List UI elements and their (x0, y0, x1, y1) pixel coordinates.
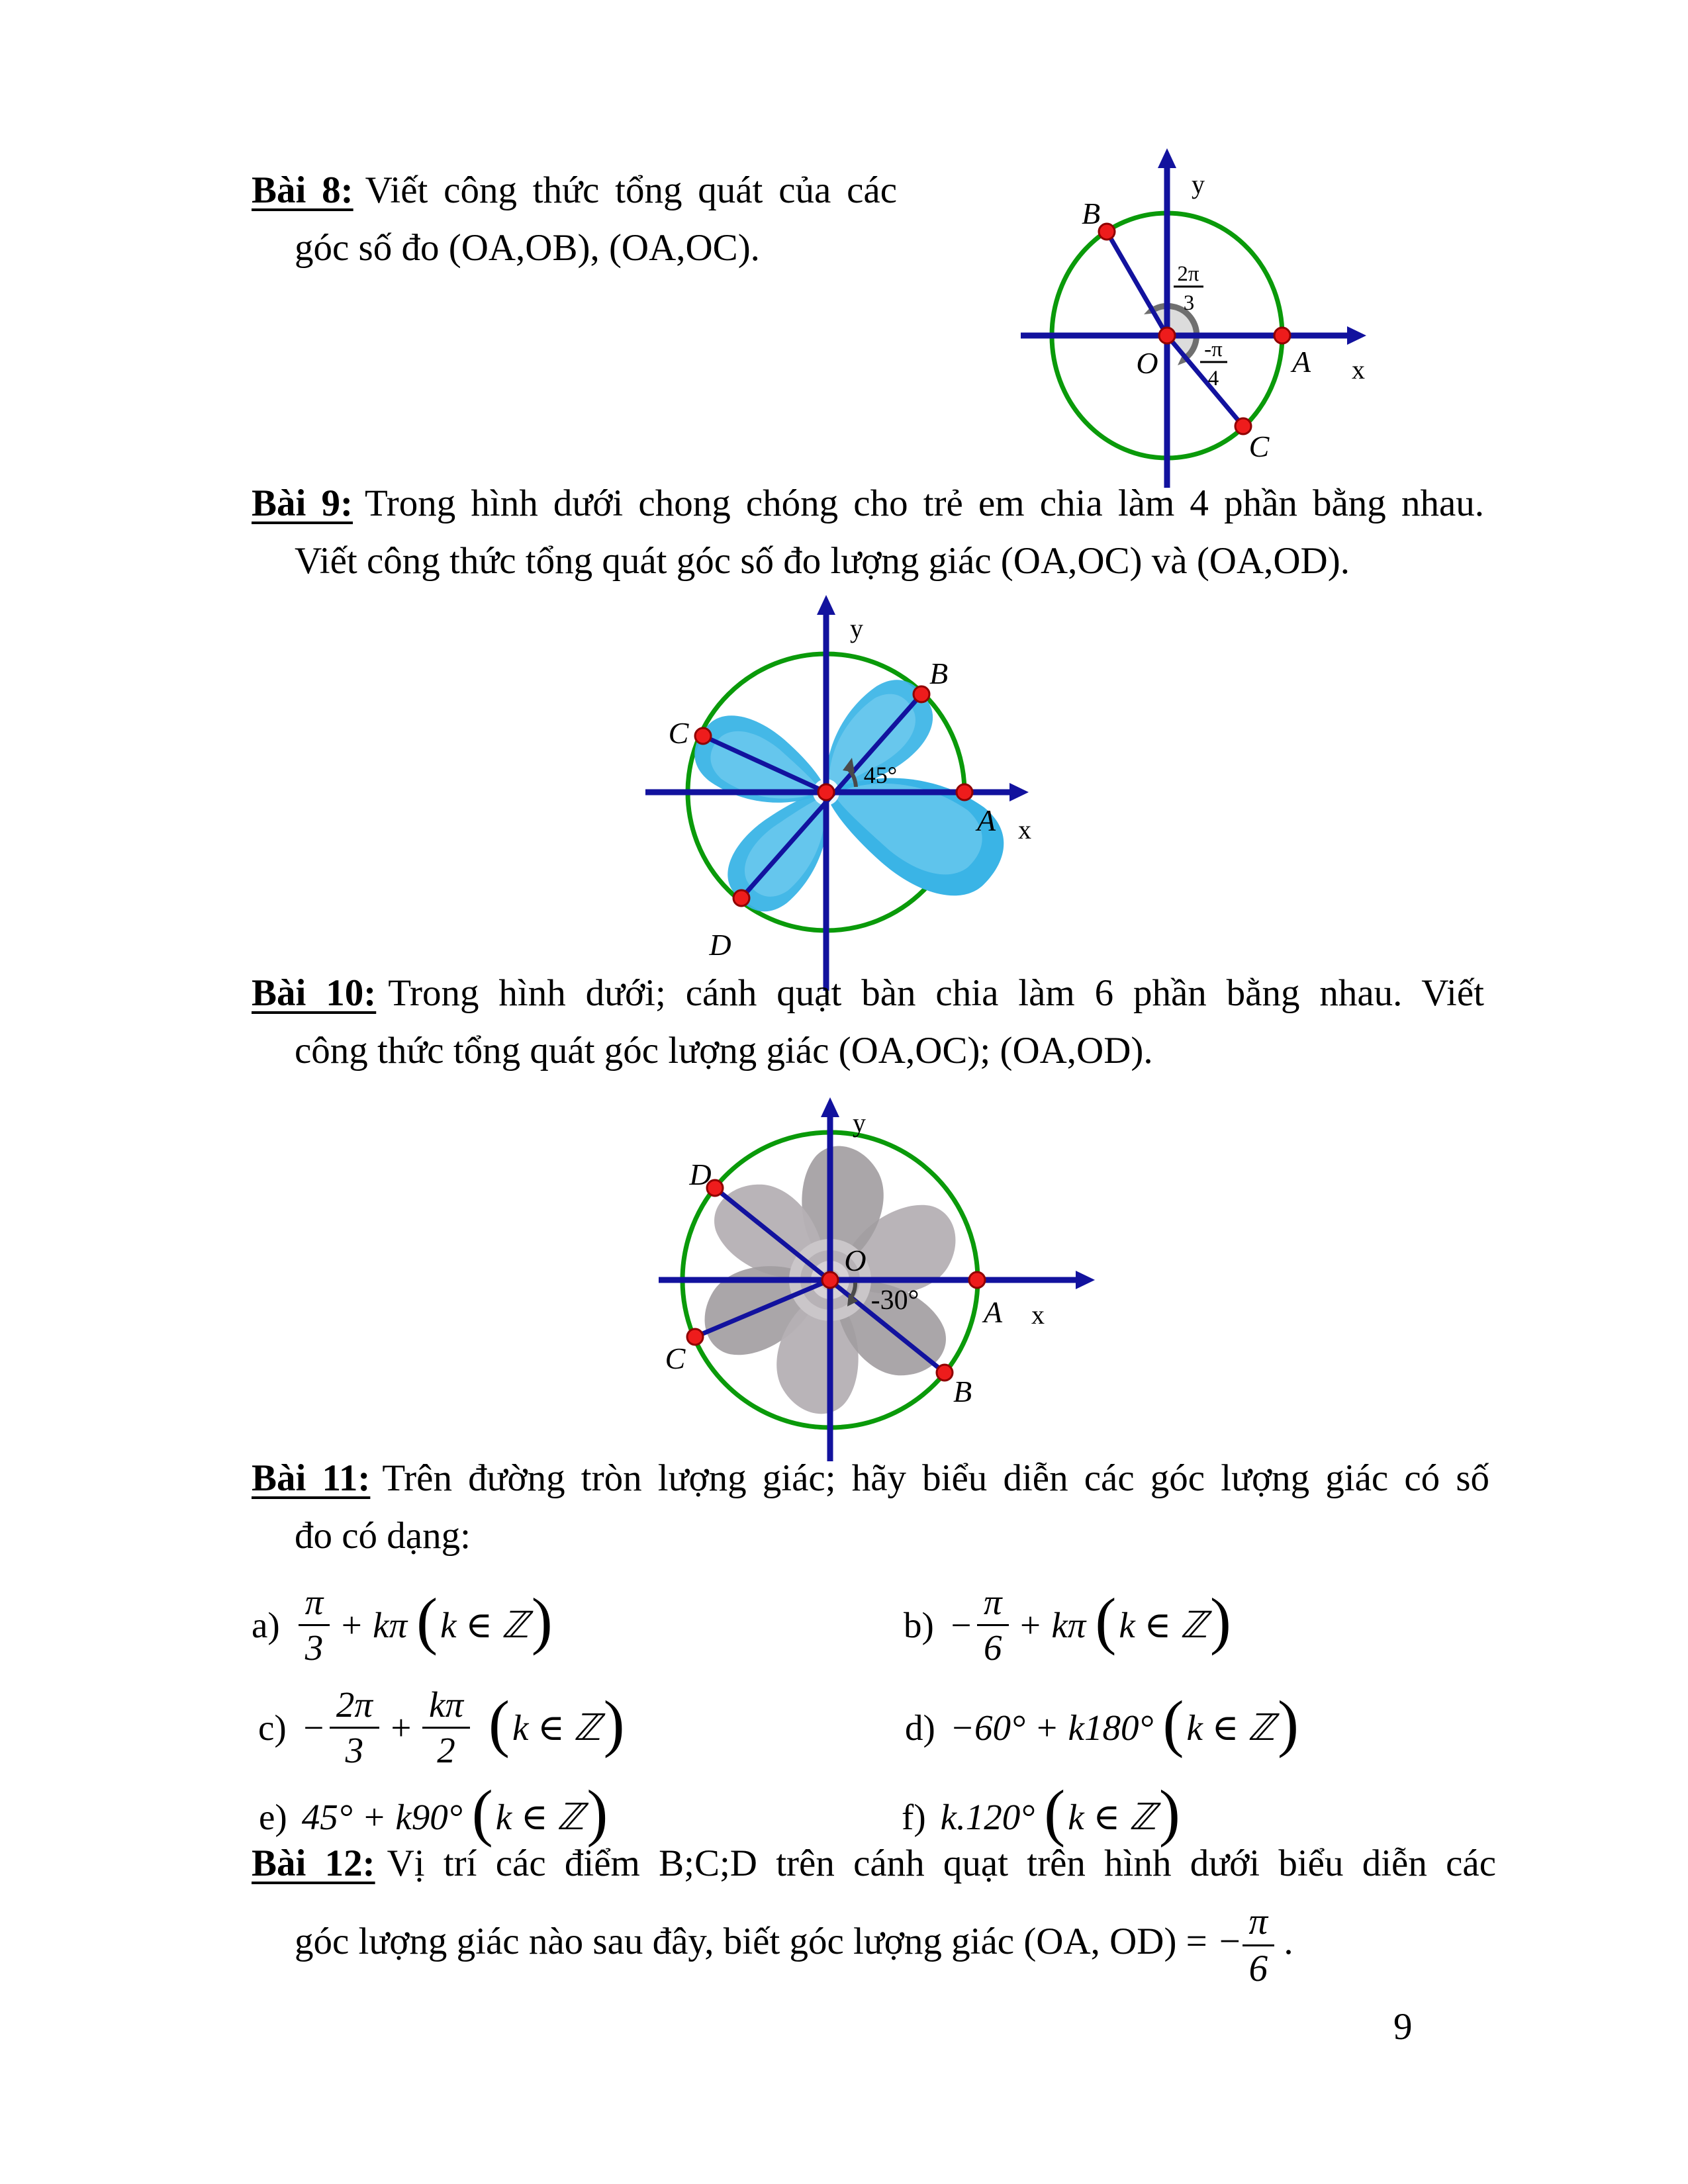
formula-c-sign: − (301, 1707, 326, 1748)
bai-10-label: Bài 10: (252, 972, 377, 1014)
formula-d: d) −60° + k180° ( k ∈ ℤ ) (905, 1688, 1299, 1758)
bai-8-line-2: góc số đo (OA,OB), (OA,OC). (295, 227, 760, 269)
x-axis-arrow-icon (1009, 783, 1029, 801)
bai-8-label: Bài 8: (252, 169, 353, 211)
page-number: 9 (1393, 2006, 1413, 2048)
bai-9-label: Bài 9: (252, 482, 353, 524)
formula-c-domain: k ∈ ℤ (512, 1707, 601, 1748)
bai-10-text-1: Trong hình dưới; cánh quạt bàn chia làm 6 phần bằng nhau. Viết (388, 972, 1484, 1014)
point-B-dot (1099, 224, 1115, 240)
paragraph-bai-9 (252, 475, 1484, 590)
x-axis-label: x (1018, 815, 1031, 844)
formula-f-domain: k ∈ ℤ (1068, 1797, 1156, 1837)
bai-9-line-1 (252, 475, 1484, 532)
formula-e-expression: 45° + k90° (301, 1796, 463, 1837)
bai-11-line-1 (252, 1449, 1489, 1507)
y-axis-label: y (850, 614, 863, 643)
angle-label-2pi3-num: 2π (1177, 262, 1199, 286)
diagram-bai-10 (622, 1085, 1112, 1469)
label-A: A (983, 1295, 1003, 1329)
bai-12-label: Bài 12: (252, 1843, 375, 1884)
label-B: B (953, 1375, 972, 1408)
paragraph-bai-11 (252, 1449, 1489, 1565)
bai-11-line-2: đo có dạng: (295, 1515, 471, 1557)
bai-8-text-1: Viết công thức tổng quát của các (365, 169, 898, 211)
bai-12-text-2: góc lượng giác nào sau đây, biết góc lượng giác (OA, OD) = (295, 1921, 1217, 1963)
formula-a-label: a) (252, 1604, 280, 1645)
formula-b-sign: − (948, 1604, 973, 1645)
angle-label-mpi4-den: 4 (1207, 367, 1219, 390)
point-O-dot (818, 784, 834, 800)
point-A-dot (969, 1272, 985, 1288)
label-C: C (668, 716, 689, 750)
paragraph-bai-10 (252, 964, 1484, 1079)
label-A: A (976, 803, 996, 837)
formula-row-1 (0, 1578, 1688, 1671)
y-axis-arrow-icon (817, 595, 835, 615)
bai-8-line-1 (252, 161, 897, 219)
formula-b-middle: + kπ (1017, 1604, 1086, 1645)
formula-c-fraction-2: $\frac{k\pi}{2}$ (422, 1685, 470, 1770)
formula-f-label: f) (902, 1796, 926, 1837)
segment-OB (1107, 232, 1167, 336)
bai-11-text-1: Trên đường tròn lượng giác; hãy biểu diễn các góc lượng giác có số (382, 1457, 1489, 1499)
paragraph-bai-8 (252, 161, 897, 277)
diagram-bai-8 (1013, 132, 1383, 516)
bai-12-line-1 (252, 1835, 1496, 1892)
formula-c-fraction-1: $\frac{2\pi}{3}$ (330, 1685, 379, 1770)
formula-d-label: d) (905, 1707, 935, 1748)
formula-e-domain: k ∈ ℤ (495, 1797, 585, 1837)
angle-45-label: 45° (863, 762, 898, 788)
point-B-dot (937, 1365, 953, 1381)
bai-12-line-2 (252, 1901, 1496, 1989)
bai-9-line-2: Viết công thức tổng quát góc số đo lượng giác (OA,OC) và (OA,OD). (295, 540, 1350, 582)
point-A-dot (957, 784, 972, 800)
diagram-bai-9 (622, 579, 1046, 996)
bai-10-line-2: công thức tổng quát góc lượng giác (OA,OC); (OA,OD). (295, 1030, 1153, 1071)
point-O-dot (1159, 328, 1175, 343)
label-O: O (844, 1244, 867, 1277)
angle-label-2pi3-den: 3 (1183, 291, 1195, 315)
formula-b-label: b) (904, 1604, 934, 1645)
point-A-dot (1274, 328, 1290, 343)
bai-12-minus: − (1217, 1921, 1243, 1963)
formula-c-plus: + (388, 1707, 414, 1748)
angle-label-mpi4-num: -π (1204, 338, 1223, 361)
formula-c: c) − $\frac{2\pi}{3}$ + $\frac{k\pi}{2}$ ( k ∈ ℤ ) (258, 1684, 625, 1770)
formula-b-domain: k ∈ ℤ (1119, 1605, 1207, 1645)
formula-c-label: c) (258, 1707, 287, 1748)
formula-b-fraction: $\frac{\pi}{6}$ (977, 1582, 1009, 1667)
formula-e-label: e) (259, 1796, 287, 1837)
label-B: B (1081, 197, 1101, 230)
formula-b: b) − $\frac{\pi}{6}$ + kπ ( k ∈ ℤ ) (904, 1582, 1231, 1668)
point-C-dot (695, 728, 711, 744)
formula-a-middle: + kπ (339, 1604, 408, 1645)
x-axis-label: x (1031, 1300, 1045, 1330)
y-axis-label: y (1192, 169, 1205, 199)
label-D: D (709, 928, 731, 962)
bai-12-fraction: $\frac{\pi}{6}$ (1243, 1901, 1275, 1989)
label-A: A (1291, 345, 1311, 379)
formula-f-expression: k.120° (940, 1796, 1035, 1837)
label-C: C (1248, 430, 1270, 463)
point-B-dot (914, 686, 929, 702)
x-axis-label: x (1352, 355, 1365, 385)
formula-d-expression: −60° + k180° (949, 1707, 1154, 1748)
point-D-dot (733, 890, 749, 906)
formula-a-domain: k ∈ ℤ (440, 1605, 529, 1645)
label-D: D (689, 1158, 712, 1191)
angle-m30-label: -30° (870, 1285, 919, 1316)
point-O-dot (822, 1272, 838, 1288)
formula-f: f) k.120° ( k ∈ ℤ ) (902, 1777, 1180, 1848)
formula-d-domain: k ∈ ℤ (1186, 1707, 1276, 1748)
x-axis-arrow-icon (1076, 1271, 1095, 1289)
bai-12-text-1: Vị trí các điểm B;C;D trên cánh quạt trên hình dưới biểu diễn các (387, 1843, 1497, 1884)
formula-e: e) 45° + k90° ( k ∈ ℤ ) (259, 1777, 608, 1848)
point-C-dot (687, 1329, 703, 1345)
label-O: O (1136, 346, 1158, 380)
formula-a: a) $\frac{\pi}{3}$ + kπ ( k ∈ ℤ ) (252, 1582, 553, 1668)
y-axis-label: y (853, 1108, 866, 1138)
formula-a-fraction: $\frac{\pi}{3}$ (299, 1582, 330, 1667)
paragraph-bai-12 (252, 1835, 1496, 1989)
label-B: B (929, 657, 949, 690)
formula-row-2 (0, 1681, 1688, 1774)
bai-10-line-1 (252, 964, 1484, 1022)
bai-9-text-1: Trong hình dưới chong chóng cho trẻ em chia làm 4 phần bằng nhau. (364, 482, 1484, 524)
x-axis-arrow-icon (1347, 326, 1366, 345)
bai-12-period: . (1274, 1921, 1293, 1963)
bai-11-label: Bài 11: (252, 1457, 371, 1499)
y-axis-arrow-icon (1158, 148, 1176, 168)
y-axis-arrow-icon (821, 1097, 839, 1117)
label-C: C (665, 1342, 686, 1375)
